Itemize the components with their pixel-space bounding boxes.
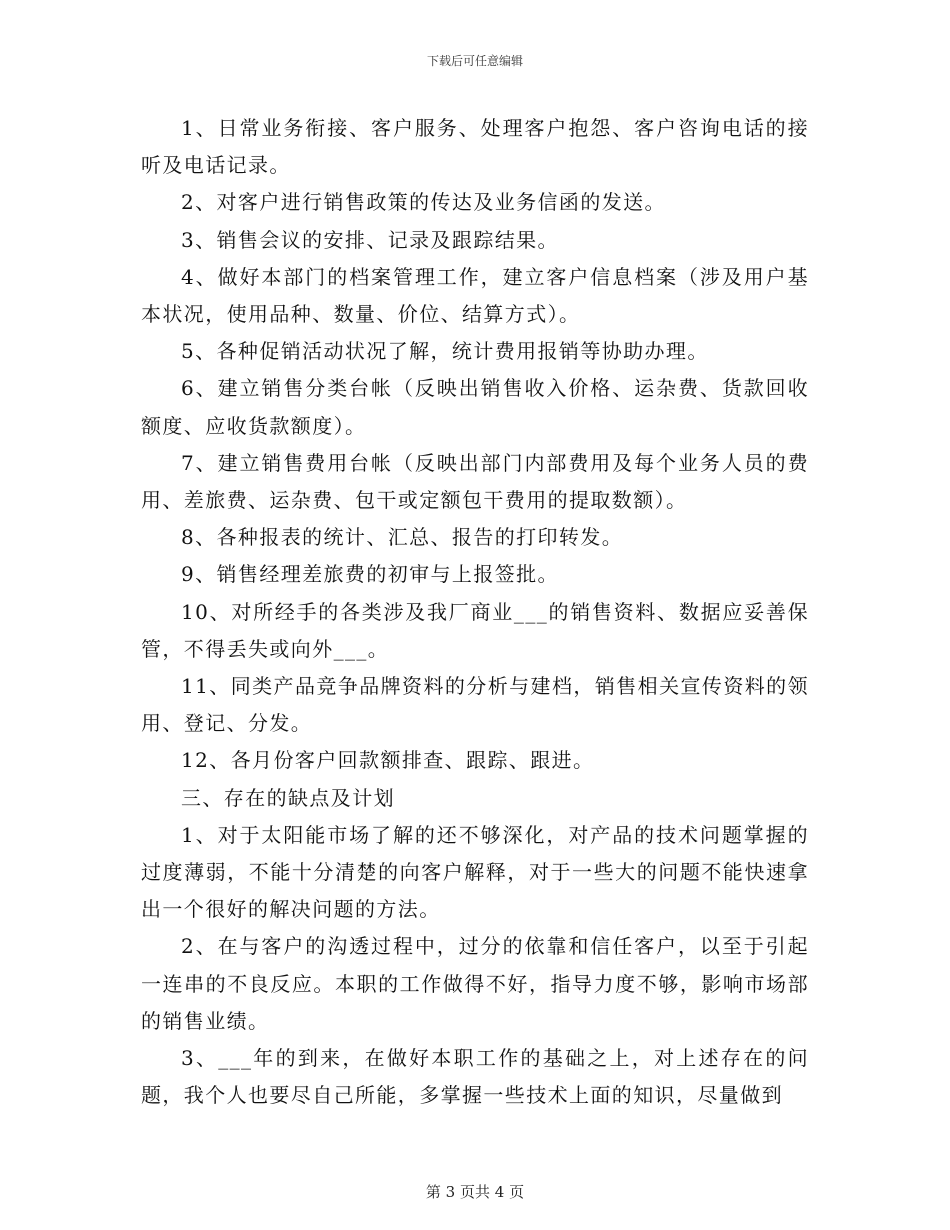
paragraph-item-12: 12、各月份客户回款额排查、跟踪、跟进。 bbox=[181, 748, 595, 773]
paragraph-item-7: 7、建立销售费用台帐（反映出部门内部费用及每个业务人员的费用、差旅费、运杂费、包干或定额包干费用的提取数额）。 bbox=[141, 450, 809, 513]
paragraph-item-6: 6、建立销售分类台帐（反映出销售收入价格、运杂费、货款回收额度、应收货款额度）。 bbox=[141, 376, 809, 438]
paragraph-item-1: 1、日常业务衔接、客户服务、处理客户抱怨、客户咨询电话的接听及电话记录。 bbox=[141, 116, 809, 178]
page-header: 下载后可任意编辑 bbox=[426, 54, 523, 68]
section-heading: 三、存在的缺点及计划 bbox=[181, 785, 395, 810]
paragraph-item-3: 3、销售会议的安排、记录及跟踪结果。 bbox=[181, 227, 559, 252]
page-footer: 第 3 页共 4 页 bbox=[425, 1183, 525, 1201]
plan-item-1: 1、对于太阳能市场了解的还不够深化，对产品的技术问题掌握的过度薄弱，不能十分清楚的向客户解释，对于一些大的问题不能快速拿出一个很好的解决问题的方法。 bbox=[141, 822, 809, 922]
plan-item-3: 3、___年的到来，在做好本职工作的基础之上，对上述存在的问题，我个人也要尽自己所能，多掌握一些技术上面的知识，尽量做到 bbox=[141, 1046, 809, 1108]
paragraph-item-5: 5、各种促销活动状况了解，统计费用报销等协助办理。 bbox=[181, 339, 709, 364]
plan-item-2: 2、在与客户的沟透过程中，过分的依靠和信任客户，以至于引起一连串的不良反应。本职的工作做得不好，指导力度不够，影响市场部的销售业绩。 bbox=[141, 934, 809, 1033]
paragraph-item-8: 8、各种报表的统计、汇总、报告的打印转发。 bbox=[181, 525, 624, 550]
paragraph-item-9: 9、销售经理差旅费的初审与上报签批。 bbox=[181, 562, 559, 587]
paragraph-item-4: 4、做好本部门的档案管理工作，建立客户信息档案（涉及用户基本状况，使用品种、数量、价位、结算方式）。 bbox=[141, 264, 809, 327]
paragraph-item-10: 10、对所经手的各类涉及我厂商业___的销售资料、数据应妥善保管，不得丢失或向外___。 bbox=[141, 599, 809, 661]
paragraph-item-2: 2、对客户进行销售政策的传达及业务信函的发送。 bbox=[181, 190, 666, 215]
document-body bbox=[141, 110, 809, 1114]
paragraph-item-11: 11、同类产品竞争品牌资料的分析与建档，销售相关宣传资料的领用、登记、分发。 bbox=[141, 674, 809, 736]
